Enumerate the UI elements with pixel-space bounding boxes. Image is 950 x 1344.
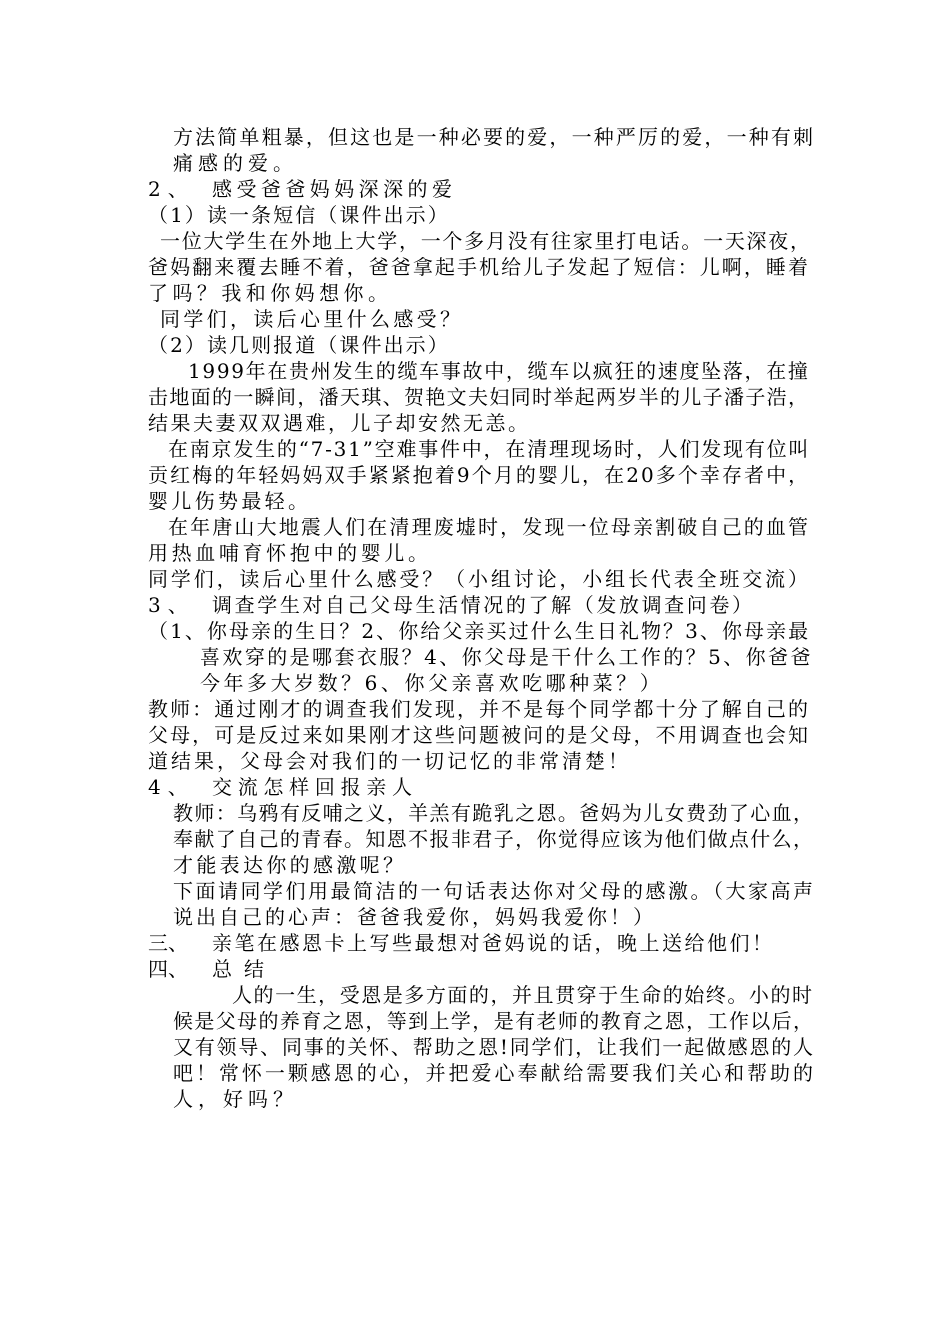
section-number: 2、 (148, 177, 195, 201)
section-number: 4、 (148, 775, 195, 799)
section-number: 3、 (148, 593, 195, 617)
text-line: 吧！常怀一颗感恩的心，并把爱心奉献给需要我们关心和帮助的 (173, 1061, 816, 1085)
text-line: 候是父母的养育之恩，等到上学，是有老师的教育之恩，工作以后， (173, 1009, 815, 1033)
text-line: 1999年在贵州发生的缆车事故中，缆车以疯狂的速度坠落，在撞 (188, 359, 810, 383)
text-line: 贡红梅的年轻妈妈双手紧紧抱着9个月的婴儿，在20多个幸存者中， (148, 463, 811, 487)
section-heading: 亲笔在感恩卡上写些最想对爸妈说的话，晚上送给他们！ (212, 931, 775, 955)
text-line: 教师：通过刚才的调查我们发现，并不是每个同学都十分了解自己的 (148, 697, 811, 721)
text-line: 奉献了自己的青春。知恩不报非君子，你觉得应该为他们做点什么， (173, 827, 815, 851)
text-line: 痛感的爱。 (173, 151, 298, 175)
text-line: 结果夫妻双双遇难，儿子却安然无恙。 (148, 411, 531, 435)
subsection-heading: （2）读几则报道（课件出示） (148, 333, 450, 357)
section-number: 三、 (148, 931, 188, 955)
text-line: 用热血哺育怀抱中的婴儿。 (148, 541, 432, 565)
text-line: 爸妈翻来覆去睡不着，爸爸拿起手机给儿子发起了短信：儿啊，睡着 (148, 255, 811, 279)
section-heading: 交流怎样回报亲人 (212, 775, 418, 799)
text-line: 才能表达你的感激呢？ (173, 853, 407, 877)
text-line: 道结果，父母会对我们的一切记忆的非常清楚！ (148, 749, 631, 773)
section-number: 四、 (148, 957, 188, 981)
text-line: 同学们，读后心里什么感受？ (160, 307, 464, 331)
text-line: 在年唐山大地震人们在清理废墟时，发现一位母亲割破自己的血管 (168, 515, 811, 539)
text-line: 击地面的一瞬间，潘天琪、贺艳文夫妇同时举起两岁半的儿子潘子浩， (148, 385, 810, 409)
text-line: 今年多大岁数？6、你父亲喜欢吃哪种菜？） (200, 671, 664, 695)
text-line: 了吗？我和你妈想你。 (148, 281, 393, 305)
text-line: 同学们，读后心里什么感受？（小组讨论，小组长代表全班交流） (148, 567, 811, 591)
text-line: 婴儿伤势最轻。 (148, 489, 312, 513)
text-line: （1、你母亲的生日？2、你给父亲买过什么生日礼物？3、你母亲最 (148, 619, 811, 643)
section-heading: 调查学生对自己父母生活情况的了解（发放调查问卷） (212, 593, 755, 617)
text-line: 父母，可是反过来如果刚才这些问题被问的是父母，不用调查也会知 (148, 723, 811, 747)
text-line: 人的一生，受恩是多方面的，并且贯穿于生命的始终。小的时 (232, 983, 814, 1007)
text-line: 又有领导、同事的关怀、帮助之恩!同学们，让我们一起做感恩的人 (173, 1035, 815, 1059)
text-line: 在南京发生的“7-31”空难事件中，在清理现场时，人们发现有位叫 (168, 437, 811, 461)
text-line: 一位大学生在外地上大学，一个多月没有往家里打电话。一天深夜， (160, 229, 812, 253)
text-line: 下面请同学们用最简洁的一句话表达你对父母的感激。（大家高声 (173, 879, 816, 903)
text-line: 说出自己的心声：爸爸我爱你，妈妈我爱你！） (173, 905, 656, 929)
text-line: 人，好吗？ (173, 1087, 298, 1111)
subsection-heading: （1）读一条短信（课件出示） (148, 203, 450, 227)
text-line: 教师：乌鸦有反哺之义，羊羔有跪乳之恩。爸妈为儿女费劲了心血， (173, 801, 815, 825)
text-line: 喜欢穿的是哪套衣服？4、你父母是干什么工作的？5、你爸爸 (200, 645, 813, 669)
section-heading: 总结 (212, 957, 276, 981)
text-line: 方法简单粗暴，但这也是一种必要的爱，一种严厉的爱，一种有刺 (173, 125, 816, 149)
section-heading: 感受爸爸妈妈深深的爱 (212, 177, 457, 201)
